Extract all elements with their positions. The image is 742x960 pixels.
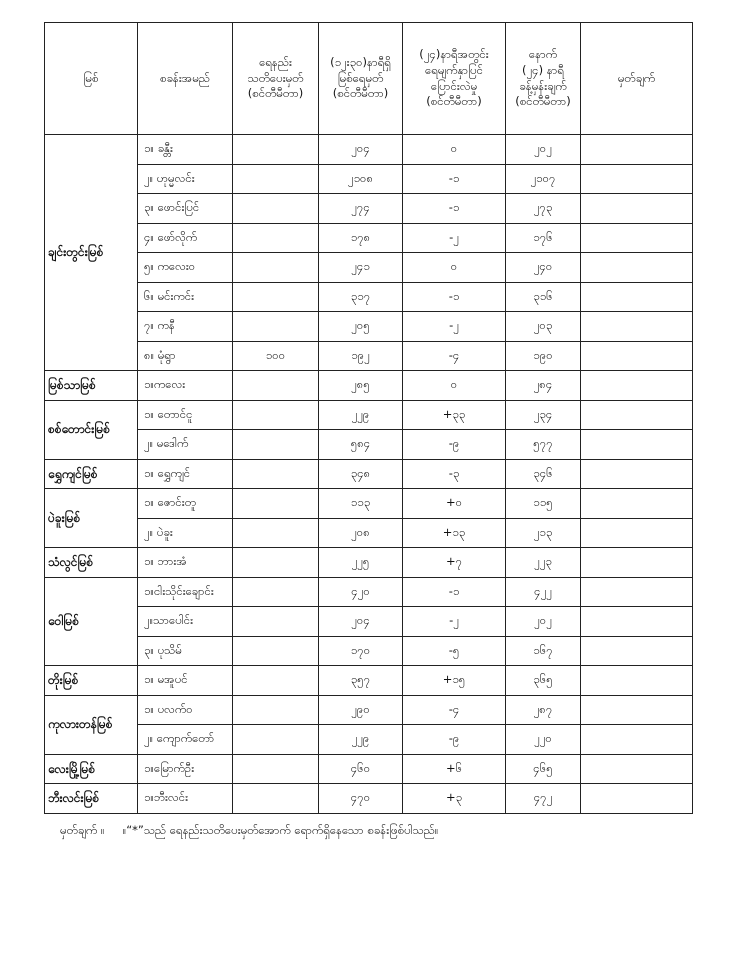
water-level-cell: ၂၂၉: [319, 400, 403, 430]
change-cell: -၂: [403, 312, 506, 342]
change-cell: -၉: [403, 725, 506, 755]
change-cell: +၆: [403, 754, 506, 784]
water-level-cell: ၅၈၄: [319, 430, 403, 460]
forecast-cell: ၂၂၀: [506, 725, 581, 755]
remark-cell: [581, 518, 693, 548]
forecast-cell: ၄၂၂: [506, 577, 581, 607]
danger-level-cell: [233, 430, 319, 460]
station-name-cell: ၁။ ရွှေကျင်: [138, 459, 233, 489]
change-cell: -၄: [403, 695, 506, 725]
header-river: မြစ်: [45, 23, 138, 135]
danger-level-cell: [233, 666, 319, 696]
danger-level-cell: [233, 754, 319, 784]
water-level-cell: ၂၉၀: [319, 695, 403, 725]
remark-cell: [581, 164, 693, 194]
water-level-cell: ၂၀၈: [319, 518, 403, 548]
forecast-cell: ၁၁၅: [506, 489, 581, 519]
danger-level-cell: [233, 223, 319, 253]
river-name-cell: စစ်တောင်းမြစ်: [45, 400, 138, 459]
forecast-cell: ၃၆၅: [506, 666, 581, 696]
danger-level-cell: [233, 371, 319, 401]
table-row: [45, 164, 693, 194]
water-level-cell: ၂၀၄: [319, 135, 403, 165]
table-row: [45, 695, 693, 725]
danger-level-cell: [233, 400, 319, 430]
remark-cell: [581, 223, 693, 253]
water-level-cell: ၂၄၁: [319, 253, 403, 283]
forecast-cell: ၁၇၆: [506, 223, 581, 253]
change-cell: -၂: [403, 223, 506, 253]
danger-level-cell: [233, 253, 319, 283]
remark-cell: [581, 459, 693, 489]
change-cell: +၁၃: [403, 518, 506, 548]
table-row: [45, 459, 693, 489]
station-name-cell: ၂။ မဒေါက်: [138, 430, 233, 460]
river-level-table: [44, 22, 693, 814]
danger-level-cell: [233, 636, 319, 666]
remark-cell: [581, 725, 693, 755]
water-level-cell: ၃၄၈: [319, 459, 403, 489]
river-name-cell: ဘီးလင်းမြစ်: [45, 784, 138, 814]
change-cell: -၃: [403, 459, 506, 489]
change-cell: +၁၅: [403, 666, 506, 696]
station-name-cell: ၃။ ပုသိမ်: [138, 636, 233, 666]
table-row: [45, 784, 693, 814]
danger-level-cell: ၁၀၀: [233, 341, 319, 371]
forecast-cell: ၂၀၂: [506, 135, 581, 165]
station-name-cell: ၁။ ဘားအံ: [138, 548, 233, 578]
footnote: မှတ်ချက် ။ ။“*”သည် ရေနည်းသတိပေးမှတ်အောက် ရောက်ရှိနေသော စခန်းဖြစ်ပါသည်။: [60, 823, 439, 837]
station-name-cell: ၃။ ဖောင်းပြင်: [138, 194, 233, 224]
water-level-cell: ၁၉၂: [319, 341, 403, 371]
remark-cell: [581, 489, 693, 519]
remark-cell: [581, 666, 693, 696]
water-level-cell: ၁၇၈: [319, 223, 403, 253]
river-name-cell: မြစ်သာမြစ်: [45, 371, 138, 401]
danger-level-cell: [233, 459, 319, 489]
table-row: [45, 282, 693, 312]
table-row: [45, 754, 693, 784]
table-row: [45, 312, 693, 342]
header-station: စခန်းအမည်: [138, 23, 233, 135]
station-name-cell: ၁။ ခန္တီး: [138, 135, 233, 165]
table-row: [45, 666, 693, 696]
table-row: [45, 430, 693, 460]
station-name-cell: ၁။ တောင်ငူ: [138, 400, 233, 430]
station-name-cell: ၁။ ပလက်ဝ: [138, 695, 233, 725]
river-name-cell: ပဲခူးမြစ်: [45, 489, 138, 548]
danger-level-cell: [233, 695, 319, 725]
water-level-cell: ၄၆၀: [319, 754, 403, 784]
table-row: [45, 253, 693, 283]
remark-cell: [581, 607, 693, 637]
remark-cell: [581, 253, 693, 283]
forecast-cell: ၂၀၂: [506, 607, 581, 637]
header-danger-level: ရေနည်း သတိပေးမှတ် (စင်တီမီတာ): [233, 23, 319, 135]
station-name-cell: ၈။ မုံရွာ: [138, 341, 233, 371]
forecast-cell: ၃၁၆: [506, 282, 581, 312]
danger-level-cell: [233, 194, 319, 224]
danger-level-cell: [233, 312, 319, 342]
table-row: [45, 636, 693, 666]
header-change-24h: (၂၄)နာရီအတွင်း ရေမျက်နှာပြင် ပြောင်းလဲမှု (စင်တီမီတာ): [403, 23, 506, 135]
remark-cell: [581, 430, 693, 460]
change-cell: ၀: [403, 371, 506, 401]
river-name-cell: တိုးမြစ်: [45, 666, 138, 696]
forecast-cell: ၄၆၅: [506, 754, 581, 784]
water-level-cell: ၄၂၀: [319, 577, 403, 607]
danger-level-cell: [233, 518, 319, 548]
remark-cell: [581, 400, 693, 430]
remark-cell: [581, 371, 693, 401]
forecast-cell: ၂၁၃: [506, 518, 581, 548]
water-level-cell: ၂၀၅: [319, 312, 403, 342]
water-level-cell: ၁၇၀: [319, 636, 403, 666]
remark-cell: [581, 548, 693, 578]
remark-cell: [581, 784, 693, 814]
station-name-cell: ၂။ ကျောက်တော်: [138, 725, 233, 755]
danger-level-cell: [233, 784, 319, 814]
change-cell: -၁: [403, 194, 506, 224]
river-name-cell: လေးမြို့မြစ်: [45, 754, 138, 784]
river-name-cell: သံလွင်မြစ်: [45, 548, 138, 578]
danger-level-cell: [233, 135, 319, 165]
change-cell: -၁: [403, 577, 506, 607]
danger-level-cell: [233, 548, 319, 578]
change-cell: +၀: [403, 489, 506, 519]
water-level-cell: ၂၈၅: [319, 371, 403, 401]
forecast-cell: ၁၆၇: [506, 636, 581, 666]
header-forecast-24h: နောက် (၂၄) နာရီ ခန့်မှန်းချက် (စင်တီမီတာ): [506, 23, 581, 135]
forecast-cell: ၂၃၄: [506, 400, 581, 430]
forecast-cell: ၃၄၆: [506, 459, 581, 489]
remark-cell: [581, 341, 693, 371]
forecast-cell: ၂၀၃: [506, 312, 581, 342]
water-level-cell: ၃၁၇: [319, 282, 403, 312]
change-cell: -၁: [403, 164, 506, 194]
document: [44, 22, 693, 814]
change-cell: -၉: [403, 430, 506, 460]
remark-cell: [581, 695, 693, 725]
water-level-cell: ၂၀၄: [319, 607, 403, 637]
station-name-cell: ၁။ဘီးလင်း: [138, 784, 233, 814]
danger-level-cell: [233, 164, 319, 194]
change-cell: ၀: [403, 135, 506, 165]
table-row: [45, 135, 693, 165]
danger-level-cell: [233, 607, 319, 637]
water-level-cell: ၄၇၀: [319, 784, 403, 814]
table-row: [45, 194, 693, 224]
remark-cell: [581, 754, 693, 784]
forecast-cell: ၅၇၇: [506, 430, 581, 460]
forecast-cell: ၂၈၄: [506, 371, 581, 401]
remark-cell: [581, 577, 693, 607]
remark-cell: [581, 636, 693, 666]
header-row: [45, 23, 693, 135]
station-name-cell: ၂။သာပေါင်း: [138, 607, 233, 637]
danger-level-cell: [233, 489, 319, 519]
forecast-cell: ၂၂၃: [506, 548, 581, 578]
water-level-cell: ၃၅၇: [319, 666, 403, 696]
station-name-cell: ၇။ ကနီ: [138, 312, 233, 342]
station-name-cell: ၂။ ပဲခူး: [138, 518, 233, 548]
table-row: [45, 371, 693, 401]
forecast-cell: ၂၁၀၇: [506, 164, 581, 194]
danger-level-cell: [233, 282, 319, 312]
header-water-level: (၁၂း၃၀)နာရီရှိ မြစ်ရေမှတ် (စင်တီမီတာ): [319, 23, 403, 135]
change-cell: -၂: [403, 607, 506, 637]
station-name-cell: ၁။ ဇောင်းတူ: [138, 489, 233, 519]
station-name-cell: ၆။ မင်းကင်း: [138, 282, 233, 312]
water-level-cell: ၂၁၀၈: [319, 164, 403, 194]
change-cell: -၅: [403, 636, 506, 666]
change-cell: +၃: [403, 784, 506, 814]
table-body: [45, 135, 693, 814]
forecast-cell: ၂၇၃: [506, 194, 581, 224]
change-cell: +၇: [403, 548, 506, 578]
table-row: [45, 607, 693, 637]
water-level-cell: ၁၁၃: [319, 489, 403, 519]
station-name-cell: ၁။မြောက်ဦး: [138, 754, 233, 784]
remark-cell: [581, 194, 693, 224]
station-name-cell: ၁။ငါးသိုင်းချောင်း: [138, 577, 233, 607]
forecast-cell: ၂၄၀: [506, 253, 581, 283]
change-cell: +၃၃: [403, 400, 506, 430]
header-remark: မှတ်ချက်: [581, 23, 693, 135]
table-row: [45, 400, 693, 430]
danger-level-cell: [233, 577, 319, 607]
station-name-cell: ၁။ မအူပင်: [138, 666, 233, 696]
forecast-cell: ၄၇၂: [506, 784, 581, 814]
water-level-cell: ၂၂၅: [319, 548, 403, 578]
table-row: [45, 725, 693, 755]
remark-cell: [581, 312, 693, 342]
table-row: [45, 577, 693, 607]
water-level-cell: ၂၂၉: [319, 725, 403, 755]
forecast-cell: ၁၉၀: [506, 341, 581, 371]
river-name-cell: ကုလားတန်မြစ်: [45, 695, 138, 754]
river-name-cell: ချင်းတွင်းမြစ်: [45, 135, 138, 371]
station-name-cell: ၄။ ဖော်လိုက်: [138, 223, 233, 253]
change-cell: -၁: [403, 282, 506, 312]
table-row: [45, 223, 693, 253]
station-name-cell: ၂။ ဟုမ္မလင်း: [138, 164, 233, 194]
danger-level-cell: [233, 725, 319, 755]
remark-cell: [581, 282, 693, 312]
river-name-cell: ရွှေကျင်မြစ်: [45, 459, 138, 489]
river-name-cell: ဝေါမြစ်: [45, 577, 138, 666]
station-name-cell: ၁။ကလေး: [138, 371, 233, 401]
table-row: [45, 489, 693, 519]
remark-cell: [581, 135, 693, 165]
table-row: [45, 548, 693, 578]
table-row: [45, 518, 693, 548]
change-cell: -၄: [403, 341, 506, 371]
table-row: [45, 341, 693, 371]
change-cell: ၀: [403, 253, 506, 283]
station-name-cell: ၅။ ကလေးဝ: [138, 253, 233, 283]
forecast-cell: ၂၈၇: [506, 695, 581, 725]
water-level-cell: ၂၇၄: [319, 194, 403, 224]
